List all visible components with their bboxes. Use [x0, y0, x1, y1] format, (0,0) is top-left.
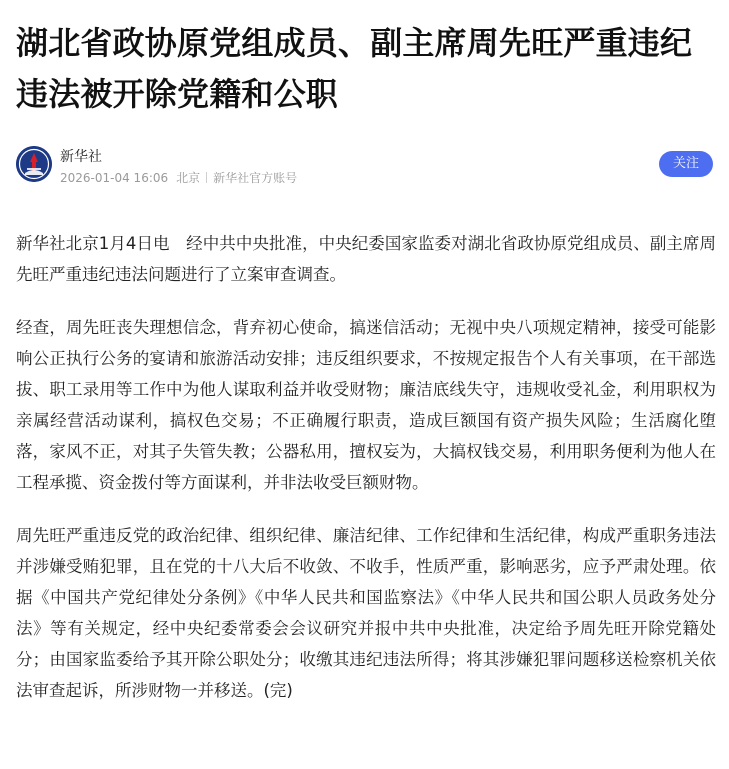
publish-location: 北京 — [176, 171, 201, 185]
article-paragraph: 周先旺严重违反党的政治纪律、组织纪律、廉洁纪律、工作纪律和生活纪律，构成严重职务违法并涉嫌受贿犯罪，且在党的十八大后不收敛、不收手，性质严重，影响恶劣，应予严肃处理。依据《中国共产党纪律处分条例》《中华人民共和国监察法》《中华人民共和国公职人员政务处分法》等有关规定，经中央纪委常委会会议研究并报中共中央批准，决定给予周先旺开除党籍处分；由国家监委给予其开除公职处分；收缴其违纪违法所得；将其涉嫌犯罪问题移送检察机关依法审查起诉，所涉财物一并移送。(完) — [16, 526, 716, 700]
meta-divider — [206, 172, 207, 183]
account-type: 新华社官方账号 — [213, 171, 298, 185]
xinhua-logo-icon — [16, 146, 52, 182]
author-bar — [16, 146, 713, 186]
article-body — [16, 228, 716, 728]
article-meta — [60, 170, 297, 186]
follow-button[interactable]: 关注 — [659, 151, 713, 177]
article-paragraph: 新华社北京1月4日电 经中共中央批准，中央纪委国家监委对湖北省政协原党组成员、副主席周先旺严重违纪违法问题进行了立案审查调查。 — [16, 234, 716, 284]
article-title: 湖北省政协原党组成员、副主席周先旺严重违纪违法被开除党籍和公职 — [16, 24, 693, 113]
article-paragraph: 经查，周先旺丧失理想信念，背弃初心使命，搞迷信活动；无视中央八项规定精神，接受可能影响公正执行公务的宴请和旅游活动安排；违反组织要求，不按规定报告个人有关事项，在干部选拔、职工录用等工作中为他人谋取利益并收受财物；廉洁底线失守，违规收受礼金，利用职权为亲属经营活动谋利，搞权色交易；不正确履行职责，造成巨额国有资产损失风险；生活腐化堕落，家风不正，对其子失管失教；公器私用，擅权妄为，大搞权钱交易，利用职务便利为他人在工程承揽、资金拨付等方面谋利，并非法收受巨额财物。 — [16, 318, 716, 492]
avatar[interactable] — [16, 146, 52, 182]
author-name[interactable]: 新华社 — [60, 149, 102, 165]
publish-datetime: 2026-01-04 16:06 — [60, 171, 169, 185]
